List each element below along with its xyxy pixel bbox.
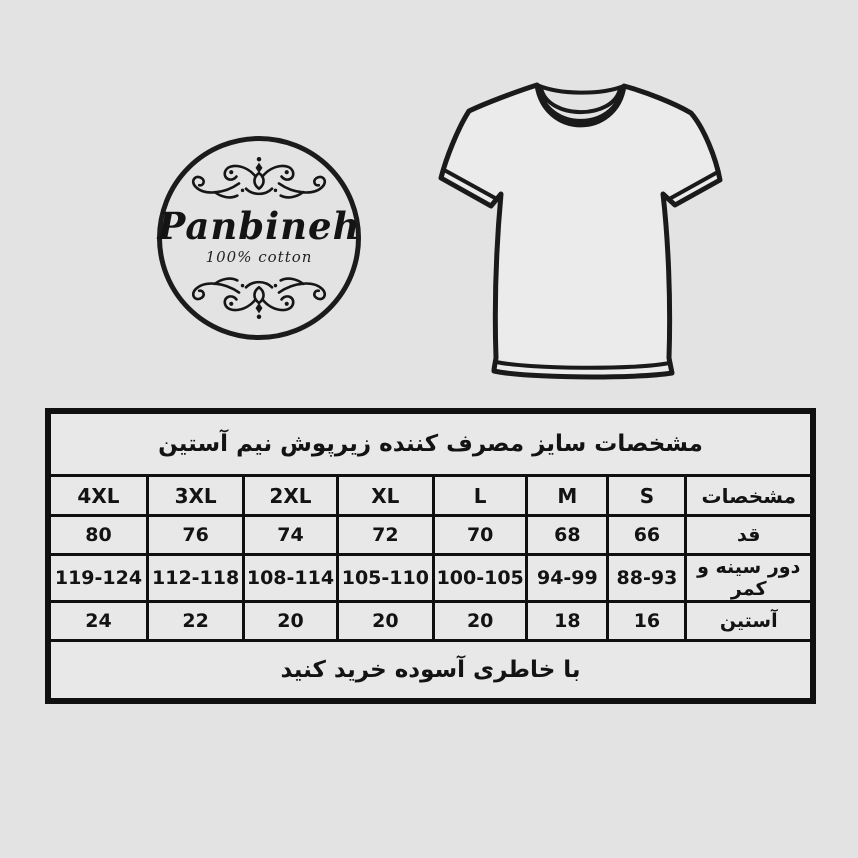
size-header-m: M xyxy=(527,476,608,516)
height-l: 70 xyxy=(434,516,527,555)
size-header-s: S xyxy=(608,476,686,516)
size-chart-footer: با خاطری آسوده خرید کنید xyxy=(48,641,813,702)
chest-s: 88-93 xyxy=(608,555,686,602)
logo-flourish-top-icon xyxy=(183,154,335,206)
chest-2xl: 108-114 xyxy=(244,555,337,602)
size-header-4xl: 4XL xyxy=(48,476,147,516)
height-3xl: 76 xyxy=(147,516,243,555)
sleeve-m: 18 xyxy=(527,602,608,641)
row-label-chest-waist: دور سینه و کمر xyxy=(686,555,813,602)
size-header-3xl: 3XL xyxy=(147,476,243,516)
height-s: 66 xyxy=(608,516,686,555)
chest-m: 94-99 xyxy=(527,555,608,602)
size-chart-table xyxy=(45,408,816,704)
row-label-sleeve: آستین xyxy=(686,602,813,641)
brand-subtitle: 100% cotton xyxy=(205,248,313,266)
chest-xl: 105-110 xyxy=(337,555,433,602)
sleeve-l: 20 xyxy=(434,602,527,641)
size-header-2xl: 2XL xyxy=(244,476,337,516)
sleeve-3xl: 22 xyxy=(147,602,243,641)
size-header-l: L xyxy=(434,476,527,516)
row-label-height: قد xyxy=(686,516,813,555)
size-header-xl: XL xyxy=(337,476,433,516)
size-header-row xyxy=(48,476,813,516)
table-row-chest-waist xyxy=(48,555,813,602)
height-4xl: 80 xyxy=(48,516,147,555)
sleeve-2xl: 20 xyxy=(244,602,337,641)
height-2xl: 74 xyxy=(244,516,337,555)
chest-l: 100-105 xyxy=(434,555,527,602)
sleeve-s: 16 xyxy=(608,602,686,641)
tshirt-illustration-icon xyxy=(420,58,750,398)
size-header-specs-label: مشخصات xyxy=(686,476,813,516)
chest-3xl: 112-118 xyxy=(147,555,243,602)
table-row-sleeve xyxy=(48,602,813,641)
size-chart-title: مشخصات سایز مصرف کننده زیرپوش نیم آستین xyxy=(48,411,813,476)
brand-name: Panbineh xyxy=(157,204,361,248)
height-xl: 72 xyxy=(337,516,433,555)
chest-4xl: 119-124 xyxy=(48,555,147,602)
brand-logo xyxy=(157,136,361,340)
sleeve-4xl: 24 xyxy=(48,602,147,641)
table-row-height xyxy=(48,516,813,555)
sleeve-xl: 20 xyxy=(337,602,433,641)
height-m: 68 xyxy=(527,516,608,555)
logo-flourish-bottom-icon xyxy=(183,270,335,322)
